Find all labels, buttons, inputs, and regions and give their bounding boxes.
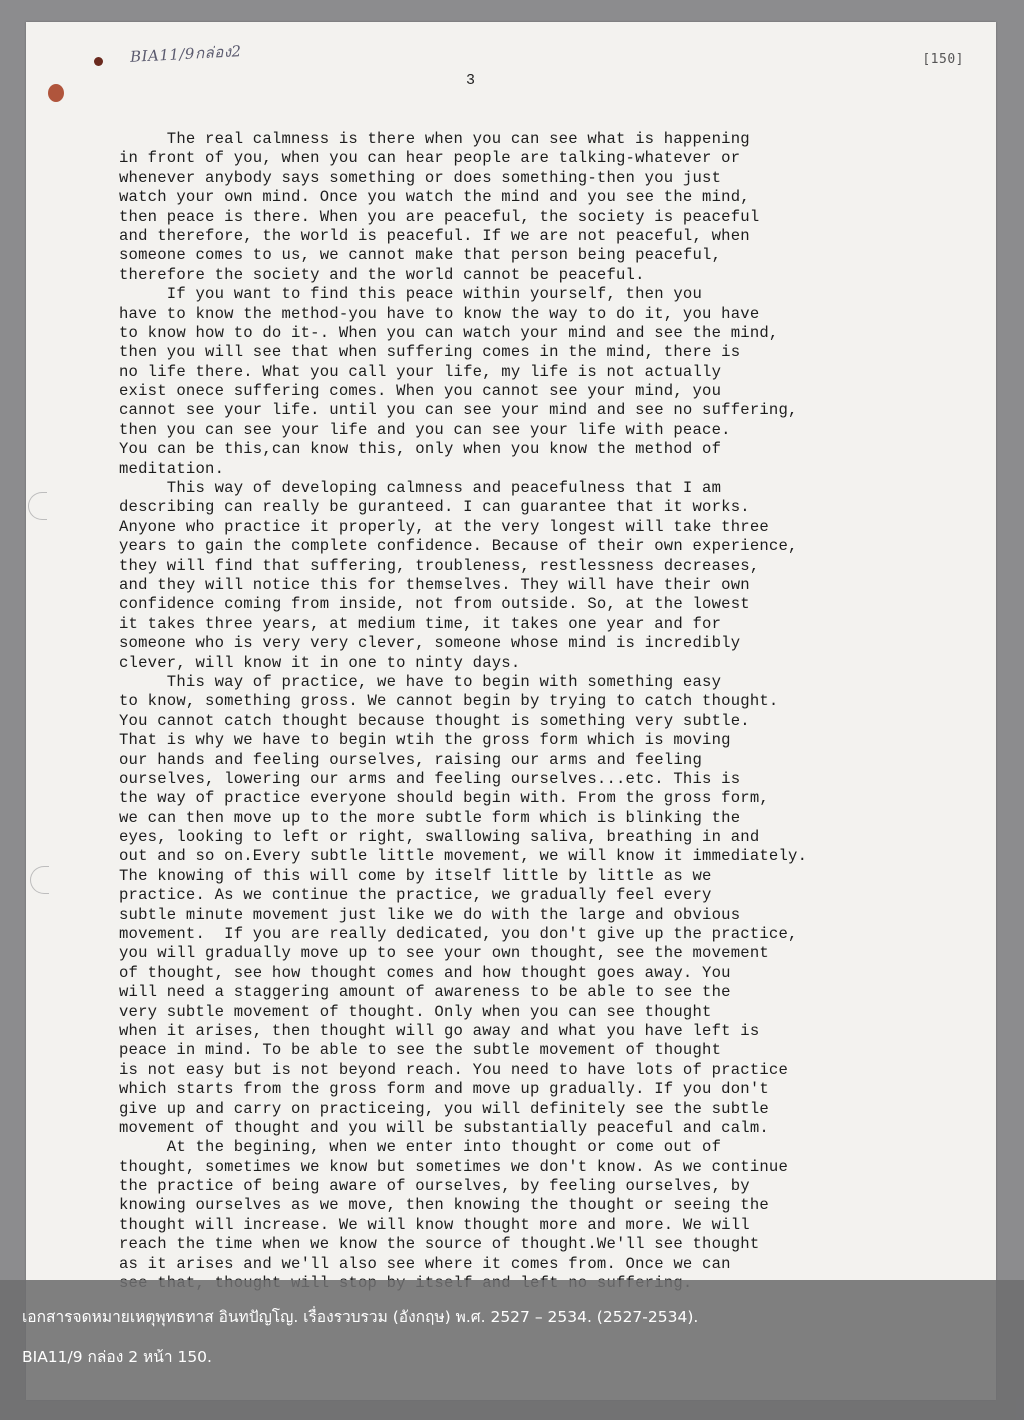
text-line: give up and carry on practiceing, you will definitely see the subtle (119, 1099, 769, 1118)
text-line: At the begining, when we enter into thought or come out of (119, 1138, 722, 1157)
text-line: movement. If you are really dedicated, you don't give up the practice, (119, 925, 798, 944)
text-line: which starts from the gross form and move up gradually. If you don't (119, 1080, 769, 1099)
text-line: and they will notice this for themselves. They will have their own (119, 575, 750, 594)
rust-stain-mark (48, 84, 64, 102)
text-line: meditation. (119, 459, 225, 478)
text-line: to know how to do it-. When you can watch your mind and see the mind, (119, 323, 779, 342)
text-line: someone who is very very clever, someone whose mind is incredibly (119, 634, 741, 653)
text-line: This way of practice, we have to begin with something easy (119, 672, 722, 691)
caption-reference: BIA11/9 กล่อง 2 หน้า 150. (22, 1348, 212, 1366)
text-line: confidence coming from inside, not from outside. So, at the lowest (119, 595, 750, 614)
text-line: reach the time when we know the source of thought.We'll see thought (119, 1235, 760, 1254)
text-line: then you will see that when suffering comes in the mind, there is (119, 343, 741, 362)
text-line: That is why we have to begin wtih the gross form which is moving (119, 731, 731, 750)
text-line: movement of thought and you will be substantially peaceful and calm. (119, 1118, 769, 1137)
text-line: whenever anybody says something or does something-then you just (119, 168, 722, 187)
caption-overlay (0, 1280, 1024, 1420)
text-line: years to gain the complete confidence. Because of their own experience, (119, 537, 798, 556)
text-line: and therefore, the world is peaceful. If we are not peaceful, when (119, 226, 750, 245)
text-line: thought, sometimes we know but sometimes we don't know. As we continue (119, 1157, 789, 1176)
text-line: they will find that suffering, troubleness, restlessness decreases, (119, 556, 760, 575)
text-line: The knowing of this will come by itself little by little as we (119, 866, 712, 885)
text-line: If you want to find this peace within yourself, then you (119, 285, 703, 304)
text-line: have to know the method-you have to know the way to do it, you have (119, 304, 760, 323)
text-line: The real calmness is there when you can see what is happening (119, 130, 750, 148)
text-line: we can then move up to the more subtle form which is blinking the (119, 808, 741, 827)
punch-hole-shadow (30, 866, 49, 894)
text-line: in front of you, when you can hear people are talking-whatever or (119, 149, 741, 168)
text-line: exist onece suffering comes. When you cannot see your mind, you (119, 382, 722, 401)
text-line: thought will increase. We will know thought more and more. We will (119, 1215, 750, 1234)
text-line: it takes three years, at medium time, it takes one year and for (119, 614, 722, 633)
handwritten-page-ref: [150] (922, 52, 964, 67)
text-line: as it arises and we'll also see where it comes from. Once we can (119, 1254, 731, 1273)
text-line: the practice of being aware of ourselves, by feeling ourselves, by (119, 1177, 750, 1196)
caption-title: เอกสารจดหมายเหตุพุทธทาส อินทปัญโญ. เรื่องรวบรวม (อังกฤษ) พ.ศ. 2527 – 2534. (2527-2534). (22, 1308, 699, 1326)
page-number: 3 (466, 72, 476, 89)
text-line: This way of developing calmness and peacefulness that I am (119, 479, 722, 498)
text-line: peace in mind. To be able to see the subtle movement of thought (119, 1041, 722, 1060)
text-line: practice. As we continue the practice, we gradually feel every (119, 886, 712, 905)
text-line: then peace is there. When you are peaceful, the society is peaceful (119, 207, 760, 226)
text-line: clever, will know it in one to ninty days. (119, 653, 521, 672)
binder-hole-mark (94, 57, 103, 66)
text-line: very subtle movement of thought. Only when you can see thought (119, 1002, 712, 1021)
text-line: of thought, see how thought comes and how thought goes away. You (119, 963, 731, 982)
text-line: subtle minute movement just like we do with the large and obvious (119, 905, 741, 924)
punch-hole-shadow (28, 492, 47, 520)
text-line: the way of practice everyone should begin with. From the gross form, (119, 789, 769, 808)
text-line: to know, something gross. We cannot begin by trying to catch thought. (119, 692, 779, 711)
text-line: our hands and feeling ourselves, raising our arms and feeling (119, 750, 703, 769)
text-line: You cannot catch thought because thought is something very subtle. (119, 711, 750, 730)
document-page (26, 22, 996, 1400)
typewritten-body (119, 130, 989, 1293)
text-line: someone comes to us, we cannot make that person being peaceful, (119, 246, 722, 265)
text-line: ourselves, lowering our arms and feeling ourselves...etc. This is (119, 769, 741, 788)
text-line: You can be this,can know this, only when you know the method of (119, 440, 722, 459)
text-line: then you can see your life and you can see your life with peace. (119, 420, 731, 439)
handwritten-archive-id: BIA11/9กล่อง2 (129, 42, 243, 66)
text-line: no life there. What you call your life, my life is not actually (119, 362, 722, 381)
text-line: is not easy but is not beyond reach. You need to have lots of practice (119, 1060, 789, 1079)
text-line: eyes, looking to left or right, swallowing saliva, breathing in and (119, 828, 760, 847)
text-line: out and so on.Every subtle little movement, we will know it immediately. (119, 847, 808, 866)
text-line: watch your own mind. Once you watch the mind and you see the mind, (119, 188, 750, 207)
text-line: knowing ourselves as we move, then knowing the thought or seeing the (119, 1196, 769, 1215)
text-line: when it arises, then thought will go away and what you have left is (119, 1021, 760, 1040)
text-line: describing can really be guranteed. I can guarantee that it works. (119, 498, 750, 517)
text-line: you will gradually move up to see your own thought, see the movement (119, 944, 769, 963)
text-line: Anyone who practice it properly, at the very longest will take three (119, 517, 769, 536)
text-line: will need a staggering amount of awareness to be able to see the (119, 983, 731, 1002)
text-line: cannot see your life. until you can see your mind and see no suffering, (119, 401, 798, 420)
text-line: therefore the society and the world cannot be peaceful. (119, 265, 645, 284)
